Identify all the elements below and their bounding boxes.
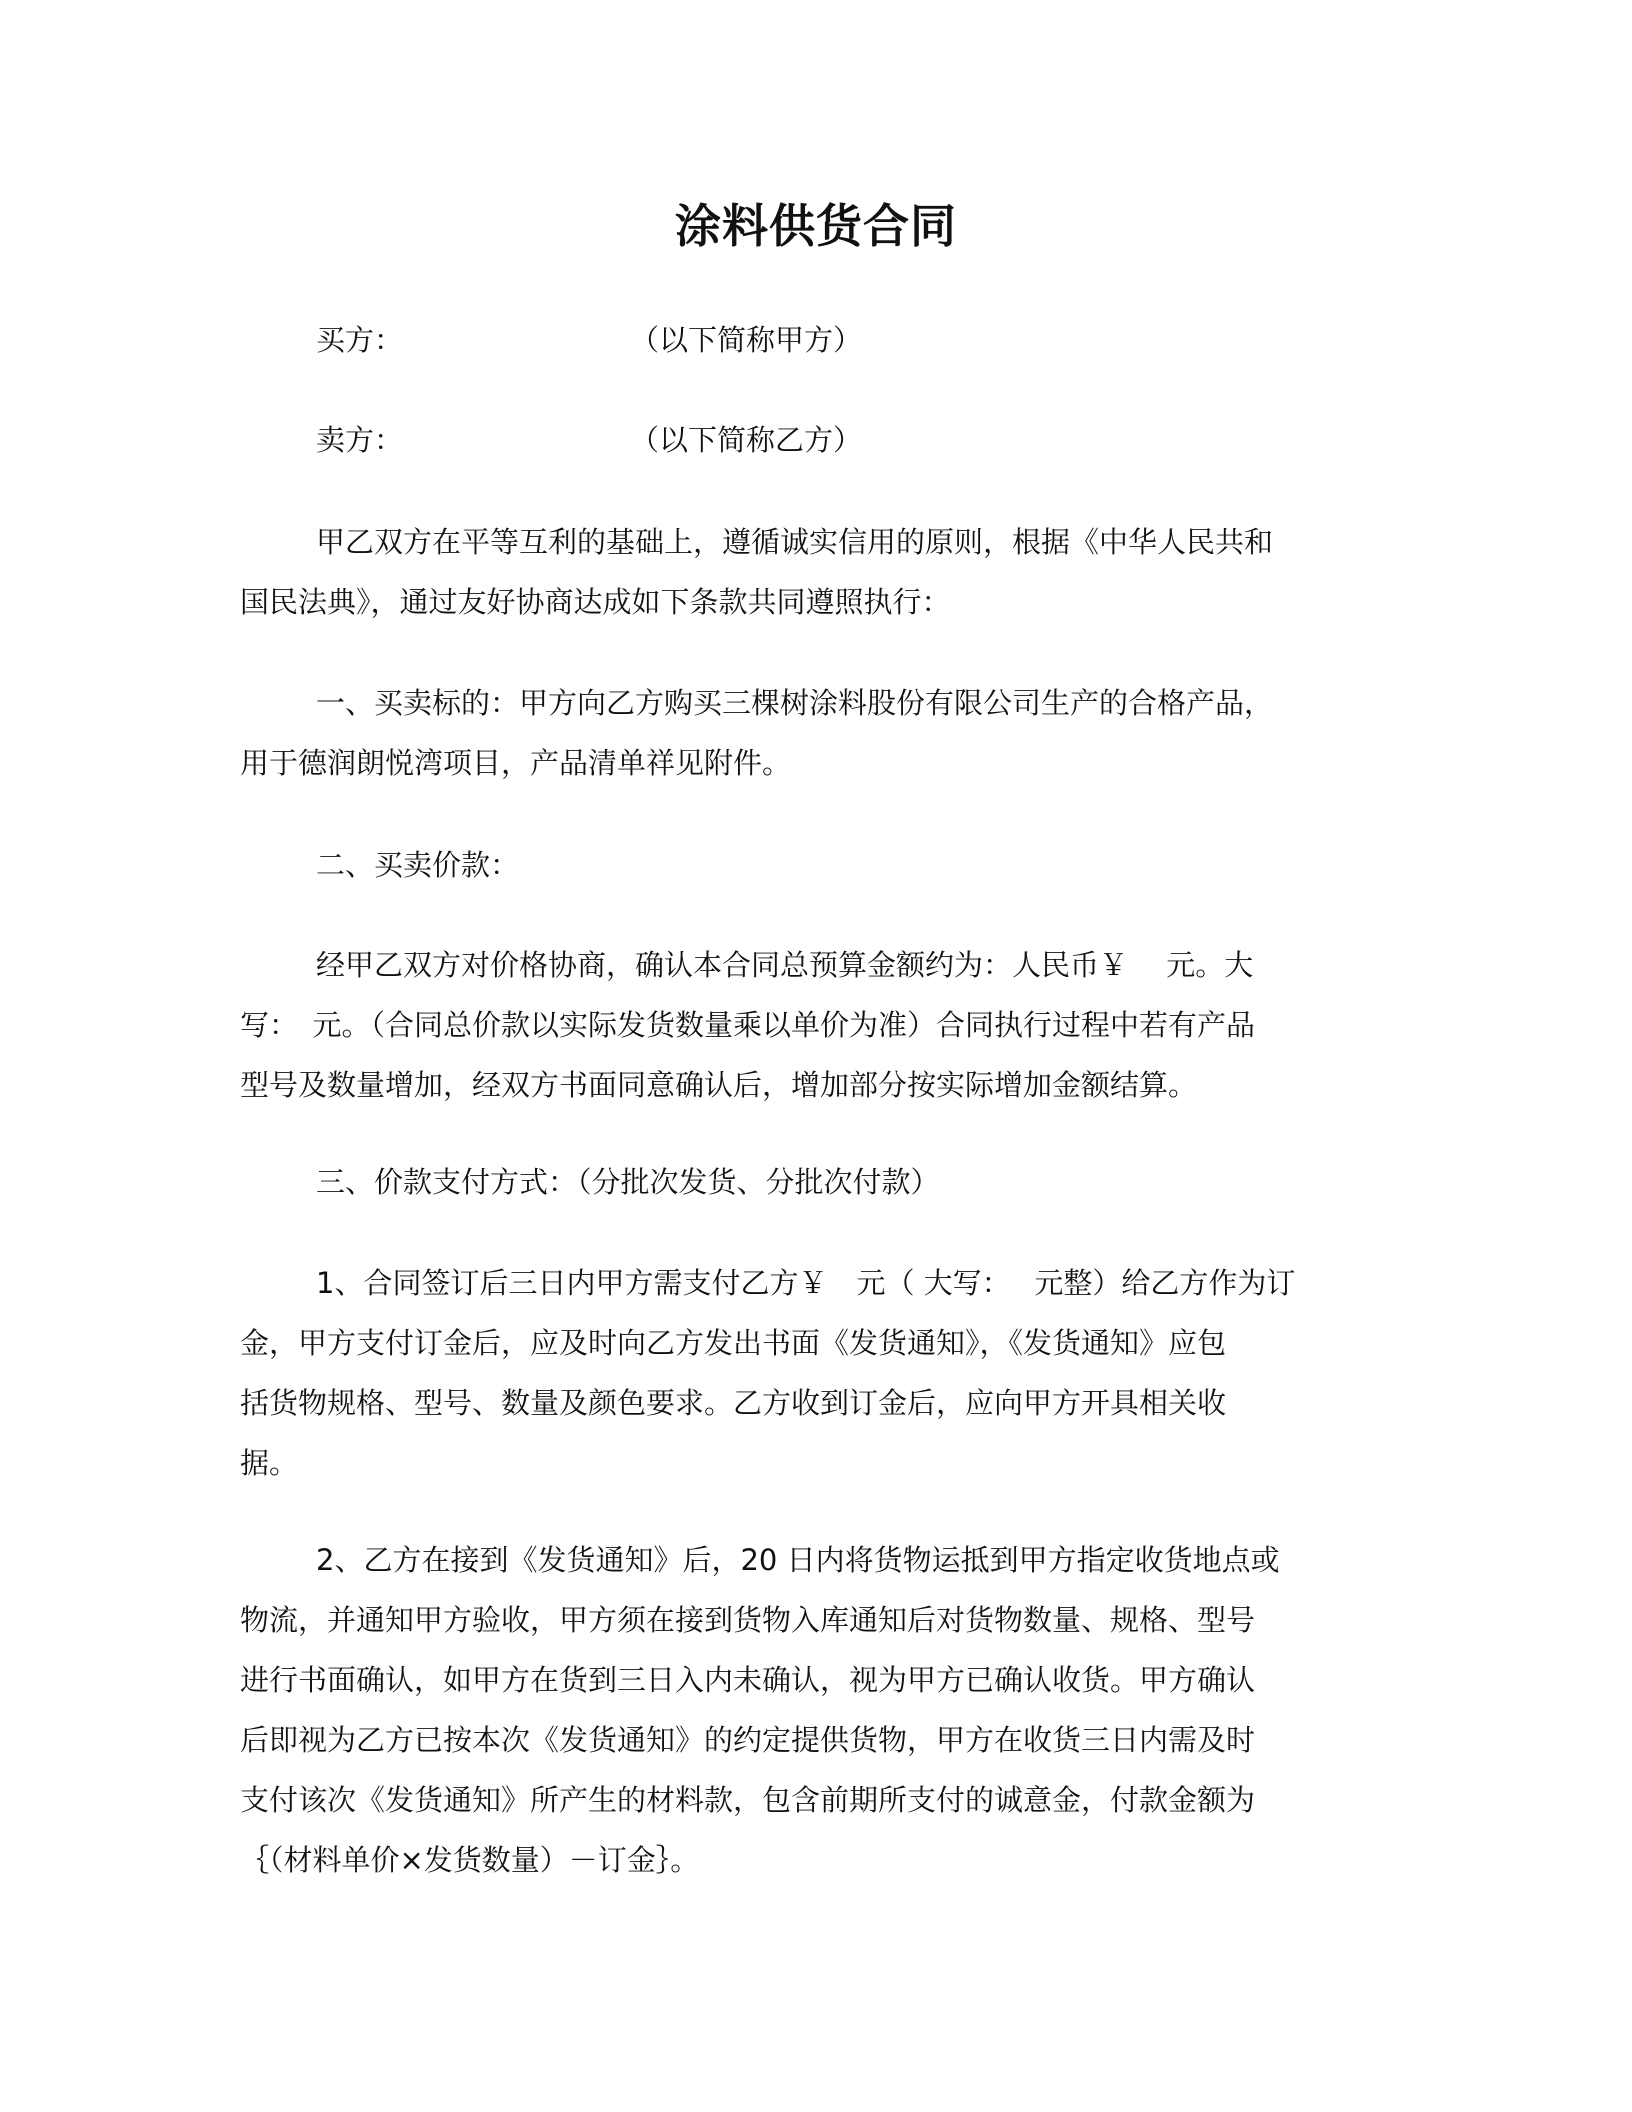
clause-2-line: 经甲乙双方对价格协商，确认本合同总预算金额约为：人民币￥ 元。大	[316, 948, 1254, 982]
clause-1-line: 一、买卖标的：甲方向乙方购买三棵树涂料股份有限公司生产的合格产品，	[316, 686, 1274, 720]
clause-3-heading: 三、价款支付方式：（分批次发货、分批次付款）	[316, 1165, 940, 1199]
clause-3-item-1-line: 据。	[240, 1446, 299, 1480]
clause-2-body	[240, 935, 1390, 1115]
clause-3-item-1-line: 1、合同签订后三日内甲方需支付乙方￥ 元（ 大写： 元整）给乙方作为订	[316, 1266, 1296, 1300]
intro-line: 国民法典》，通过友好协商达成如下条款共同遵照执行：	[240, 585, 951, 619]
clause-3-item-2-line: 物流，并通知甲方验收，甲方须在接到货物入库通知后对货物数量、规格、型号	[240, 1603, 1256, 1637]
clause-2-heading: 二、买卖价款：	[316, 848, 520, 882]
intro-line: 甲乙双方在平等互利的基础上，遵循诚实信用的原则，根据《中华人民共和	[316, 525, 1274, 559]
clause-3-item-2-line: 支付该次《发货通知》所产生的材料款，包含前期所支付的诚意金，付款金额为	[240, 1783, 1256, 1817]
clause-3-item-1-line: 括货物规格、型号、数量及颜色要求。乙方收到订金后，应向甲方开具相关收	[240, 1386, 1227, 1420]
seller-note: （以下简称乙方）	[630, 423, 863, 457]
clause-2-line: 型号及数量增加，经双方书面同意确认后，增加部分按实际增加金额结算。	[240, 1068, 1198, 1102]
clause-3-item-2-line: 2、乙方在接到《发货通知》后，20 日内将货物运抵到甲方指定收货地点或	[316, 1543, 1280, 1577]
clause-3-item-2-line: ｛（材料单价×发货数量）－订金｝。	[240, 1843, 700, 1877]
buyer-label: 买方：	[316, 323, 404, 357]
seller-label: 卖方：	[316, 423, 404, 457]
clause-1-line: 用于德润朗悦湾项目，产品清单祥见附件。	[240, 746, 792, 780]
intro-paragraph	[240, 512, 1390, 632]
document-title: 涂料供货合同	[675, 199, 957, 253]
buyer-note: （以下简称甲方）	[630, 323, 863, 357]
clause-3-item-1	[240, 1253, 1390, 1493]
clause-3-item-2-line: 后即视为乙方已按本次《发货通知》的约定提供货物，甲方在收货三日内需及时	[240, 1723, 1256, 1757]
clause-3-item-2-line: 进行书面确认，如甲方在货到三日入内未确认，视为甲方已确认收货。甲方确认	[240, 1663, 1256, 1697]
clause-1-paragraph	[240, 673, 1390, 793]
clause-3-item-1-line: 金，甲方支付订金后，应及时向乙方发出书面《发货通知》，《发货通知》应包	[240, 1326, 1227, 1360]
clause-3-item-2	[240, 1530, 1390, 1890]
clause-2-line: 写： 元。（合同总价款以实际发货数量乘以单价为准）合同执行过程中若有产品	[240, 1008, 1256, 1042]
